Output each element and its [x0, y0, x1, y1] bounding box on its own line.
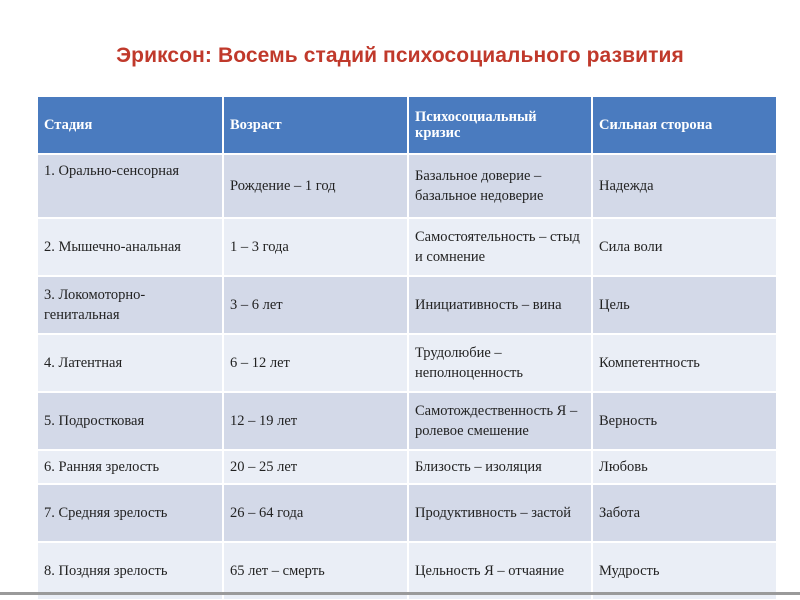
table-row: [38, 276, 776, 334]
cell-strength: Мудрость: [592, 542, 776, 599]
cell-strength: Надежда: [592, 154, 776, 218]
header-crisis: Психосоциальный кризис: [408, 97, 592, 154]
header-age: Возраст: [223, 97, 408, 154]
cell-strength: Цель: [592, 276, 776, 334]
erikson-stages-table: [38, 97, 776, 599]
cell-strength: Сила воли: [592, 218, 776, 276]
cell-crisis: Цельность Я – отчаяние: [408, 542, 592, 599]
slide-title: Эриксон: Восемь стадий психосоциального развития: [116, 44, 684, 67]
table-row: [38, 218, 776, 276]
cell-age: 12 – 19 лет: [223, 392, 408, 450]
cell-stage: 8. Поздняя зрелость: [38, 542, 223, 599]
cell-strength: Верность: [592, 392, 776, 450]
cell-stage: 1. Орально-сенсорная: [38, 154, 223, 218]
cell-age: 26 – 64 года: [223, 484, 408, 542]
cell-age: 20 – 25 лет: [223, 450, 408, 484]
cell-crisis: Базальное доверие – базальное недоверие: [408, 154, 592, 218]
cell-crisis: Самотождественность Я – ролевое смешение: [408, 392, 592, 450]
cell-crisis: Самостоятельность – стыд и сомнение: [408, 218, 592, 276]
cell-crisis: Продуктивность – застой: [408, 484, 592, 542]
cell-stage: 5. Подростковая: [38, 392, 223, 450]
table-row: [38, 484, 776, 542]
cell-age: 3 – 6 лет: [223, 276, 408, 334]
cell-age: 6 – 12 лет: [223, 334, 408, 392]
table-row: [38, 334, 776, 392]
table-row: [38, 450, 776, 484]
cell-strength: Любовь: [592, 450, 776, 484]
table-row: [38, 542, 776, 599]
table-header-row: [38, 97, 776, 154]
cell-crisis: Инициативность – вина: [408, 276, 592, 334]
cell-strength: Компетентность: [592, 334, 776, 392]
cell-age: 1 – 3 года: [223, 218, 408, 276]
cell-stage: 6. Ранняя зрелость: [38, 450, 223, 484]
cell-stage: 3. Локомоторно-генитальная: [38, 276, 223, 334]
cell-stage: 4. Латентная: [38, 334, 223, 392]
cell-age: 65 лет – смерть: [223, 542, 408, 599]
cell-stage: 7. Средняя зрелость: [38, 484, 223, 542]
cell-strength: Забота: [592, 484, 776, 542]
bottom-divider: [0, 592, 800, 595]
cell-crisis: Трудолюбие – неполноценность: [408, 334, 592, 392]
cell-stage: 2. Мышечно-анальная: [38, 218, 223, 276]
table-row: [38, 392, 776, 450]
table-row: [38, 154, 776, 218]
cell-age: Рождение – 1 год: [223, 154, 408, 218]
header-strength: Сильная сторона: [592, 97, 776, 154]
header-stage: Стадия: [38, 97, 223, 154]
cell-crisis: Близость – изоляция: [408, 450, 592, 484]
